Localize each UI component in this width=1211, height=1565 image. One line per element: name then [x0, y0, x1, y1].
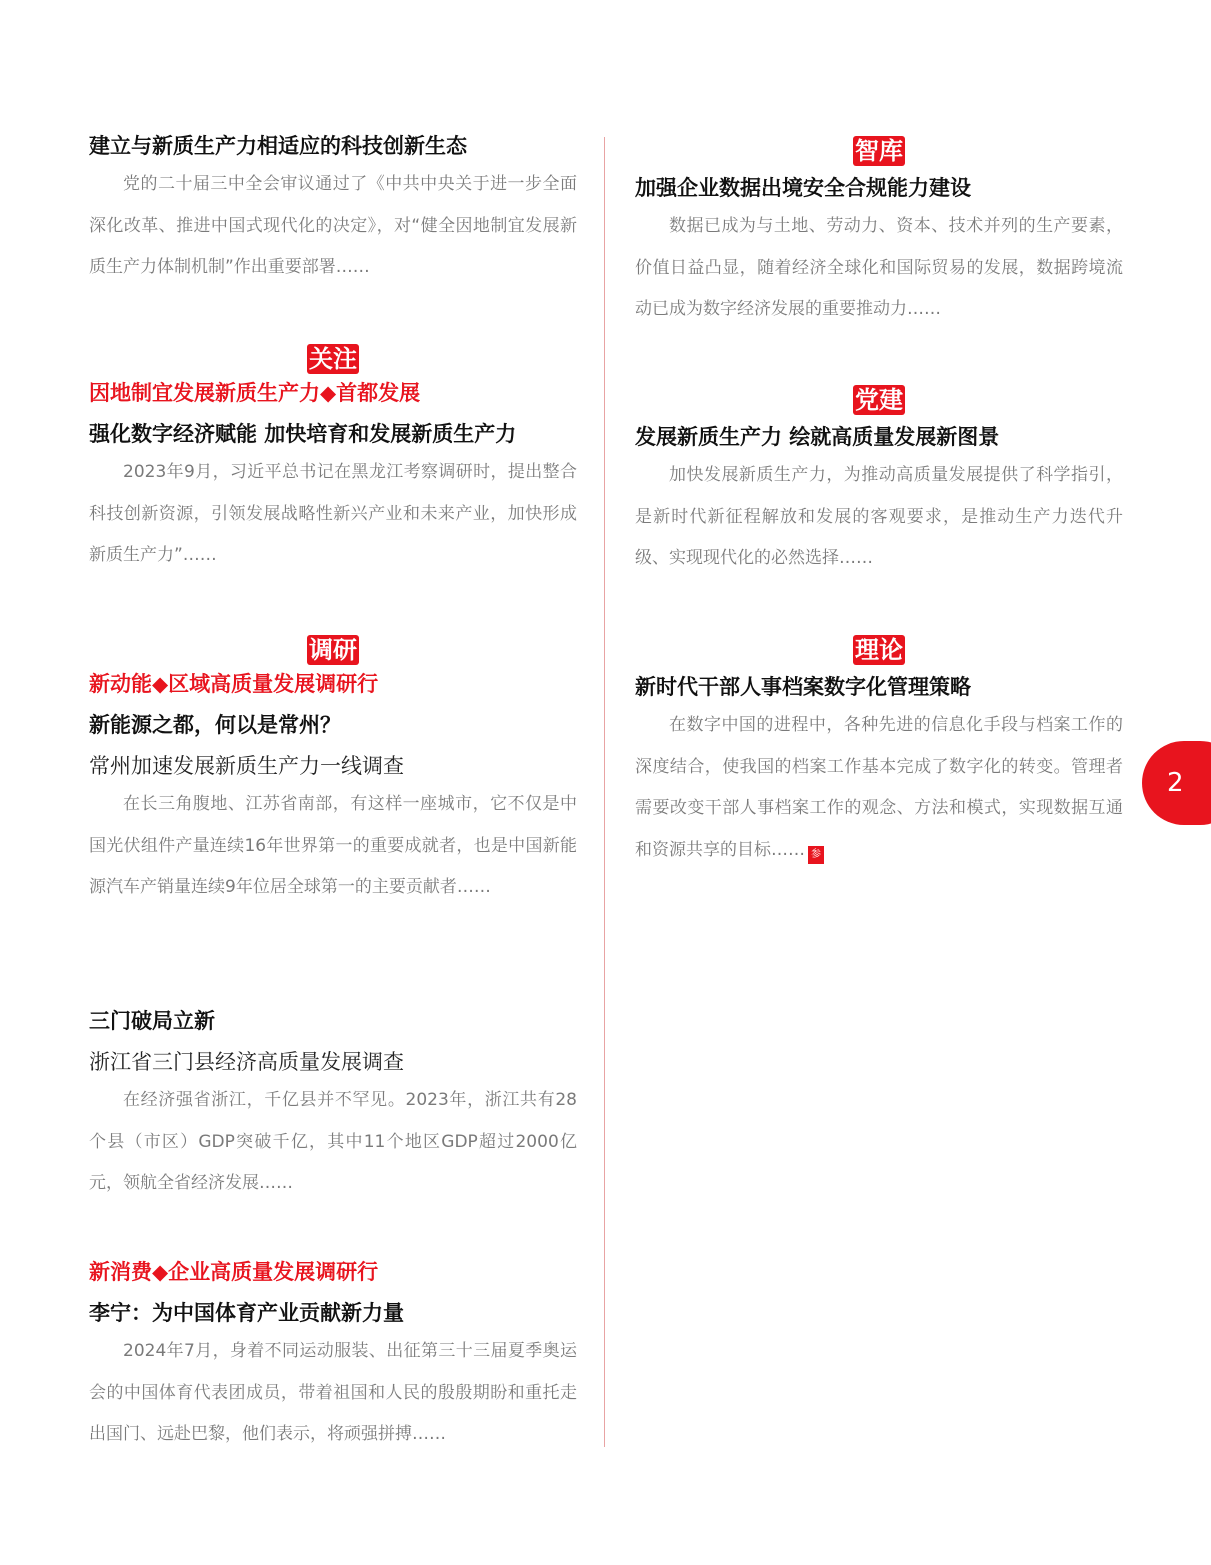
- section-kicker: 新消费◆企业高质量发展调研行: [89, 1260, 379, 1284]
- article-summary: 2024年7月，身着不同运动服装、出征第三十三届夏季奥运会的中国体育代表团成员，带着祖国和人民的殷殷期盼和重托走出国门、远赴巴黎，他们表示，将顽强拼搏……: [89, 1341, 577, 1444]
- article-subtitle: 浙江省三门县经济高质量发展调查: [89, 1050, 404, 1074]
- article-subtitle: 常州加速发展新质生产力一线调查: [89, 754, 404, 778]
- article-summary: 在长三角腹地、江苏省南部，有这样一座城市，它不仅是中国光伏组件产量连续16年世界第一的重要成就者，也是中国新能源汽车产销量连续9年位居全球第一的主要贡献者……: [89, 794, 577, 897]
- article-title[interactable]: 加强企业数据出境安全合规能力建设: [635, 176, 971, 200]
- article-summary: 党的二十届三中全会审议通过了《中共中央关于进一步全面深化改革、推进中国式现代化的决定》，对“健全因地制宜发展新质生产力体制机制”作出重要部署……: [89, 174, 577, 277]
- section-kicker: 因地制宜发展新质生产力◆首都发展: [89, 381, 421, 405]
- article-title[interactable]: 建立与新质生产力相适应的科技创新生态: [89, 134, 467, 158]
- section-focus: [89, 344, 577, 577]
- column-divider: [604, 137, 605, 1447]
- article-summary: 加快发展新质生产力，为推动高质量发展提供了科学指引，是新时代新征程解放和发展的客观要求，是推动生产力迭代升级、实现现代化的必然选择……: [635, 465, 1123, 568]
- article-summary: 在经济强省浙江，千亿县并不罕见。2023年，浙江共有28个县（市区）GDP突破千亿，其中11个地区GDP超过2000亿元，领航全省经济发展……: [89, 1090, 577, 1193]
- section-tag-research: 调研: [309, 636, 357, 664]
- article-title[interactable]: 新能源之都，何以是常州？: [89, 713, 341, 737]
- section-party-building: [635, 385, 1123, 580]
- article-title[interactable]: 发展新质生产力 绘就高质量发展新图景: [635, 425, 1000, 449]
- section-tag-focus: 关注: [309, 345, 357, 373]
- end-mark-icon: 参: [808, 846, 824, 864]
- article-summary: 在数字中国的进程中，各种先进的信息化手段与档案工作的深度结合，使我国的档案工作基本完成了数字化的转变。管理者需要改变干部人事档案工作的观念、方法和模式，实现数据互通和资源共享的目标…… 参: [635, 705, 1123, 871]
- page-number-badge: 2: [1142, 741, 1211, 825]
- section-tag-think-tank: 智库: [855, 137, 903, 165]
- article-summary: 数据已成为与土地、劳动力、资本、技术并列的生产要素，价值日益凸显，随着经济全球化和国际贸易的发展，数据跨境流动已成为数字经济发展的重要推动力……: [635, 216, 1123, 319]
- section-theory: [635, 635, 1123, 871]
- section-tag-theory: 理论: [855, 636, 903, 664]
- article-title[interactable]: 强化数字经济赋能 加快培育和发展新质生产力: [89, 422, 517, 446]
- section-tag-party-building: 党建: [855, 386, 903, 414]
- section-research: [89, 635, 577, 909]
- article-sanmen[interactable]: [89, 1008, 577, 1205]
- article-title[interactable]: 李宁：为中国体育产业贡献新力量: [89, 1301, 404, 1325]
- section-kicker: 新动能◆区域高质量发展调研行: [89, 672, 379, 696]
- article-lining[interactable]: [89, 1259, 577, 1456]
- article-title[interactable]: 新时代干部人事档案数字化管理策略: [635, 675, 971, 699]
- article-summary: 2023年9月，习近平总书记在黑龙江考察调研时，提出整合科技创新资源，引领发展战略性新兴产业和未来产业，加快形成新质生产力”……: [89, 462, 577, 565]
- section-think-tank: [635, 136, 1123, 331]
- article-title[interactable]: 三门破局立新: [89, 1009, 215, 1033]
- article-tech-ecosystem[interactable]: [89, 133, 577, 289]
